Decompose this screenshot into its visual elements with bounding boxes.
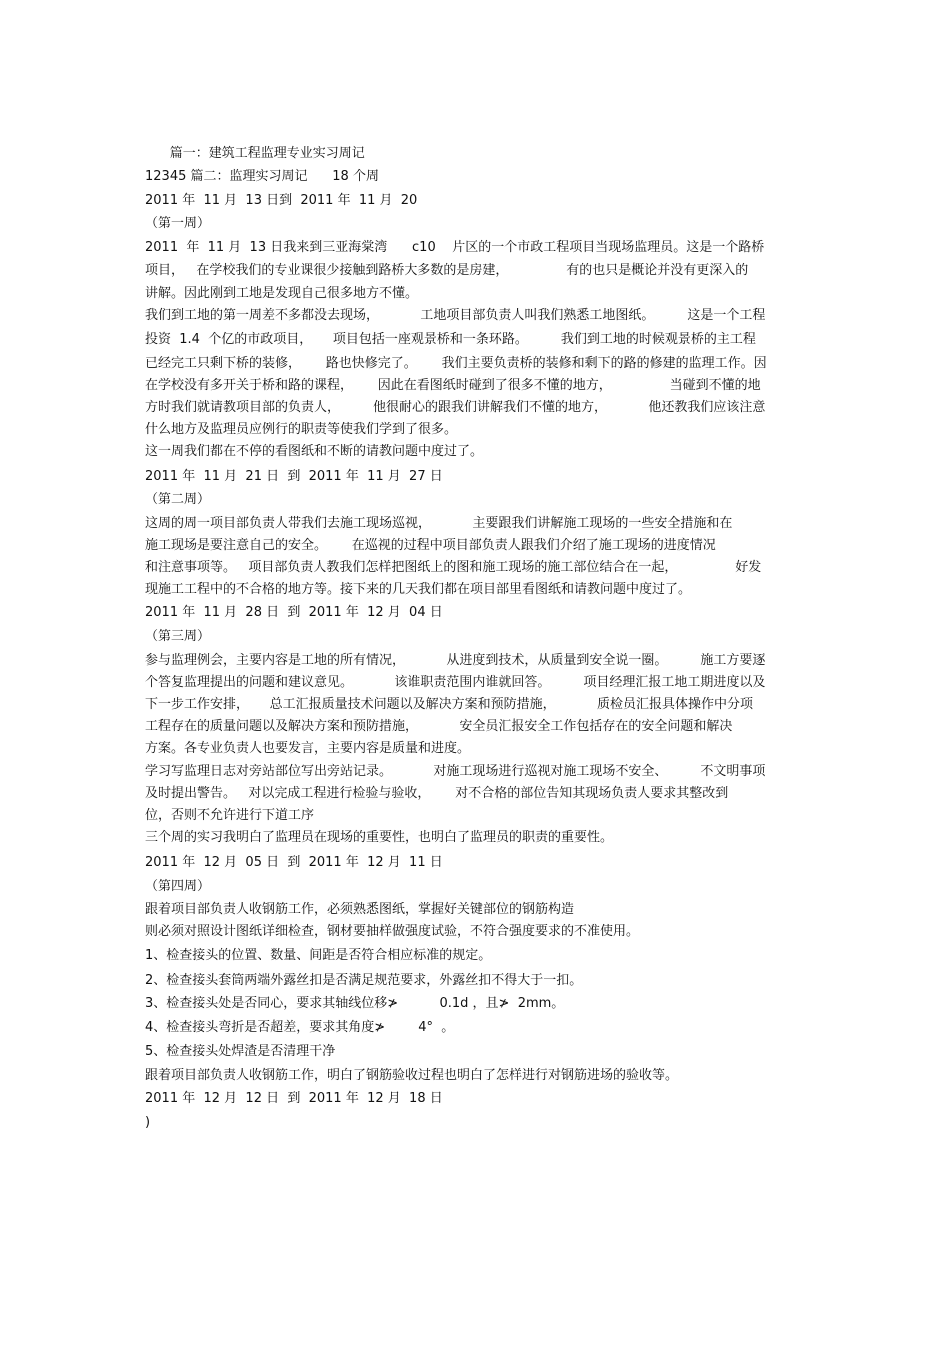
date-range-line: 2011 年 11 月 28 日 到 2011 年 12 月 04 日 bbox=[145, 605, 443, 620]
week-label: （第一周） bbox=[145, 216, 211, 231]
date-range-line: 2011 年 11 月 21 日 到 2011 年 11 月 27 日 bbox=[145, 469, 443, 484]
paragraph-line: 施工现场是要注意自己的安全。 在巡视的过程中项目部负责人跟我们介绍了施工现场的进度情况 bbox=[145, 538, 716, 553]
checklist-item: 2、检查接头套筒两端外露丝扣是否满足规范要求，外露丝扣不得大于一扣。 bbox=[145, 973, 583, 988]
paragraph-line: 位，否则不允许进行下道工序 bbox=[145, 808, 315, 823]
paragraph-line: 在学校没有多开关于桥和路的课程， 因此在看图纸时碰到了很多不懂的地方， 当碰到不懂的地 bbox=[145, 378, 761, 393]
date-range-line: 2011 年 12 月 12 日 到 2011 年 12 月 18 日 bbox=[145, 1091, 443, 1106]
heading-part-one: 篇一：建筑工程监理专业实习周记 bbox=[145, 146, 365, 161]
paragraph-line: 跟着项目部负责人收钢筋工作，明白了钢筋验收过程也明白了怎样进行对钢筋进场的验收等。 bbox=[145, 1068, 679, 1083]
checklist-item: 5、检查接头处焊渣是否清理干净 bbox=[145, 1044, 336, 1059]
paragraph-line: 讲解。因此刚到工地是发现自己很多地方不懂。 bbox=[145, 286, 419, 301]
paragraph-line: 这一周我们都在不停的看图纸和不断的请教问题中度过了。 bbox=[145, 444, 484, 459]
paragraph-line: 参与监理例会，主要内容是工地的所有情况， 从进度到技术，从质量到安全说一圈。 施工方要逐 bbox=[145, 653, 766, 668]
paragraph-line: 方时我们就请教项目部的负责人， 他很耐心的跟我们讲解我们不懂的地方， 他还教我们应该注意 bbox=[145, 400, 766, 415]
heading-part-two: 12345 篇二：监理实习周记 18 个周 bbox=[145, 169, 379, 184]
paragraph-line: 跟着项目部负责人收钢筋工作，必须熟悉图纸，掌握好关键部位的钢筋构造 bbox=[145, 902, 575, 917]
paragraph-line: 个答复监理提出的问题和建议意见。 该谁职责范围内谁就回答。 项目经理汇报工地工期进度以及 bbox=[145, 675, 766, 690]
paragraph-line: 2011 年 11 月 13 日我来到三亚海棠湾 c10 片区的一个市政工程项目当现场监理员。这是一个路桥 bbox=[145, 240, 765, 255]
paragraph-line: 这周的周一项目部负责人带我们去施工现场巡视， 主要跟我们讲解施工现场的一些安全措施和在 bbox=[145, 516, 733, 531]
paragraph-line: 投资 1.4 个亿的市政项目， 项目包括一座观景桥和一条环路。 我们到工地的时候观景桥的主工程 bbox=[145, 332, 756, 347]
paragraph-line: 工程存在的质量问题以及解决方案和预防措施， 安全员汇报安全工作包括存在的安全问题和解决 bbox=[145, 719, 733, 734]
week-label: （第二周） bbox=[145, 492, 211, 507]
date-range-line: 2011 年 12 月 05 日 到 2011 年 12 月 11 日 bbox=[145, 855, 443, 870]
paragraph-line: 下一步工作安排， 总工汇报质量技术问题以及解决方案和预防措施， 质检员汇报具体操作中分项 bbox=[145, 697, 753, 712]
checklist-item: 3、检查接头处是否同心，要求其轴线位移≯ 0.1d ，且≯ 2mm。 bbox=[145, 996, 565, 1011]
paragraph-line: 及时提出警告。 对以完成工程进行检验与验收， 对不合格的部位告知其现场负责人要求其整改到 bbox=[145, 786, 729, 801]
trailing-parenthesis: ) bbox=[145, 1115, 151, 1130]
paragraph-line: 项目， 在学校我们的专业课很少接触到路桥大多数的是房建， 有的也只是概论并没有更深入的 bbox=[145, 263, 749, 278]
date-range-line: 2011 年 11 月 13 日到 2011 年 11 月 20 bbox=[145, 193, 418, 208]
paragraph-line: 我们到工地的第一周差不多都没去现场， 工地项目部负责人叫我们熟悉工地图纸。 这是一个工程 bbox=[145, 308, 766, 323]
paragraph-line: 则必须对照设计图纸详细检查，钢材要抽样做强度试验，不符合强度要求的不准使用。 bbox=[145, 924, 640, 939]
week-label: （第四周） bbox=[145, 879, 211, 894]
checklist-item: 4、检查接头弯折是否超差，要求其角度≯ 4° 。 bbox=[145, 1020, 455, 1035]
week-label: （第三周） bbox=[145, 629, 211, 644]
paragraph-line: 和注意事项等。 项目部负责人教我们怎样把图纸上的图和施工现场的施工部位结合在一起， 好发 bbox=[145, 560, 762, 575]
paragraph-line: 学习写监理日志对旁站部位写出旁站记录。 对施工现场进行巡视对施工现场不安全、 不文明事项 bbox=[145, 764, 766, 779]
paragraph-line: 什么地方及监理员应例行的职责等使我们学到了很多。 bbox=[145, 422, 458, 437]
paragraph-line: 方案。各专业负责人也要发言，主要内容是质量和进度。 bbox=[145, 741, 471, 756]
paragraph-line: 现施工工程中的不合格的地方等。接下来的几天我们都在项目部里看图纸和请教问题中度过了。 bbox=[145, 582, 692, 597]
paragraph-line: 已经完工只剩下桥的装修， 路也快修完了。 我们主要负责桥的装修和剩下的路的修建的监理工作。因 bbox=[145, 356, 767, 371]
checklist-item: 1、检查接头的位置、数量、间距是否符合相应标准的规定。 bbox=[145, 948, 492, 963]
paragraph-line: 三个周的实习我明白了监理员在现场的重要性，也明白了监理员的职责的重要性。 bbox=[145, 830, 614, 845]
